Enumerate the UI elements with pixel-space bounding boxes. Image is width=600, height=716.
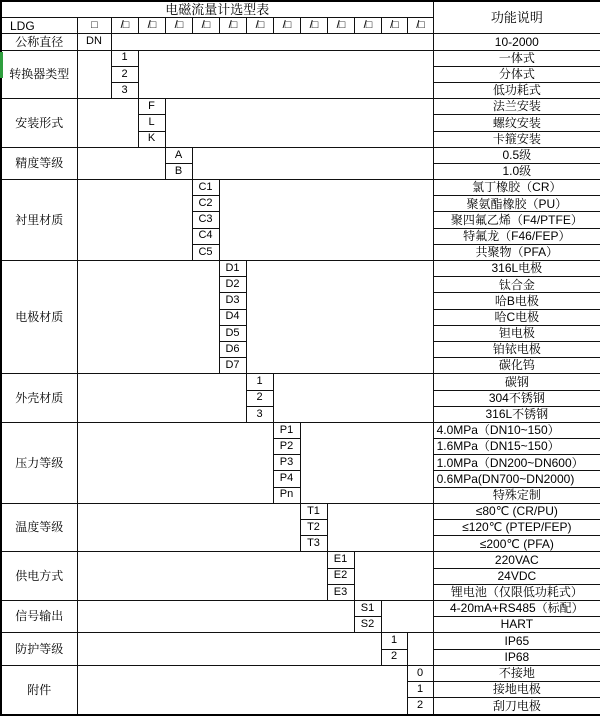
code-cell: T3 <box>300 536 327 552</box>
code-slot-cell: /□ <box>219 18 246 34</box>
code-slot-cell: /□ <box>354 18 381 34</box>
filler-cell <box>77 633 381 665</box>
code-cell: F <box>138 99 165 115</box>
category-cell: 安装形式 <box>1 99 77 148</box>
code-cell: C2 <box>192 196 219 212</box>
code-cell: C3 <box>192 212 219 228</box>
desc-cell: 不接地 <box>433 665 600 681</box>
code-cell: S2 <box>354 617 381 633</box>
code-cell: P4 <box>273 471 300 487</box>
desc-cell: ≤80℃ (CR/PU) <box>433 503 600 519</box>
model-prefix: LDG <box>1 18 77 34</box>
desc-cell: 聚四氟乙烯（F4/PTFE） <box>433 212 600 228</box>
filler-cell <box>219 180 433 261</box>
code-slot-cell: /□ <box>192 18 219 34</box>
desc-cell: 24VDC <box>433 568 600 584</box>
desc-cell: 0.6MPa(DN700~DN2000) <box>433 471 600 487</box>
filler-cell <box>273 374 433 423</box>
filler-cell <box>300 422 433 503</box>
code-cell: P1 <box>273 422 300 438</box>
desc-cell: 特氟龙（F46/FEP） <box>433 228 600 244</box>
code-cell: C4 <box>192 228 219 244</box>
desc-cell: 碳钢 <box>433 374 600 390</box>
category-cell: 衬里材质 <box>1 180 77 261</box>
code-cell: D5 <box>219 325 246 341</box>
code-cell: E1 <box>327 552 354 568</box>
filler-cell <box>77 147 165 179</box>
desc-cell: 螺纹安装 <box>433 115 600 131</box>
filler-cell <box>407 633 433 665</box>
desc-cell: 卡箍安装 <box>433 131 600 147</box>
desc-cell: 钽电极 <box>433 325 600 341</box>
desc-cell: HART <box>433 617 600 633</box>
code-cell: 3 <box>246 406 273 422</box>
desc-cell: 0.5级 <box>433 147 600 163</box>
category-cell: 信号输出 <box>1 600 77 632</box>
desc-cell: 一体式 <box>433 50 600 66</box>
code-cell: E2 <box>327 568 354 584</box>
desc-cell: 接地电极 <box>433 681 600 697</box>
code-slot-cell: /□ <box>273 18 300 34</box>
filler-cell <box>327 503 433 552</box>
code-cell: K <box>138 131 165 147</box>
code-cell: 1 <box>111 50 138 66</box>
filler-cell <box>192 147 433 179</box>
code-cell: 1 <box>381 633 407 649</box>
code-cell: Pn <box>273 487 300 503</box>
desc-cell: IP68 <box>433 649 600 665</box>
code-cell: 0 <box>407 665 433 681</box>
desc-cell: 聚氨酯橡胶（PU） <box>433 196 600 212</box>
desc-cell: 220VAC <box>433 552 600 568</box>
desc-cell: 10-2000 <box>433 34 600 50</box>
category-cell: 转换器类型 <box>1 50 77 99</box>
desc-cell: 特殊定制 <box>433 487 600 503</box>
desc-cell: 4-20mA+RS485（标配） <box>433 600 600 616</box>
code-slot-cell: /□ <box>138 18 165 34</box>
code-cell: B <box>165 163 192 179</box>
code-cell: S1 <box>354 600 381 616</box>
desc-cell: 1.6MPa（DN15~150） <box>433 439 600 455</box>
code-cell: C1 <box>192 180 219 196</box>
category-cell: 防护等级 <box>1 633 77 665</box>
code-cell: E3 <box>327 584 354 600</box>
code-cell: 1 <box>246 374 273 390</box>
desc-cell: 304不锈钢 <box>433 390 600 406</box>
category-cell: 公称直径 <box>1 34 77 50</box>
code-cell: D1 <box>219 261 246 277</box>
code-slot-cell: /□ <box>165 18 192 34</box>
code-cell: 2 <box>111 66 138 82</box>
filler-cell <box>77 552 327 601</box>
filler-cell <box>354 552 433 601</box>
category-cell: 压力等级 <box>1 422 77 503</box>
filler-cell <box>77 99 138 148</box>
filler-cell <box>77 180 192 261</box>
category-cell: 供电方式 <box>1 552 77 601</box>
filler-cell <box>77 261 219 374</box>
filler-cell <box>111 34 433 50</box>
desc-cell: 碳化钨 <box>433 358 600 374</box>
desc-cell: IP65 <box>433 633 600 649</box>
filler-cell <box>77 503 300 552</box>
filler-cell <box>77 422 273 503</box>
code-slot-cell: /□ <box>381 18 407 34</box>
code-cell: DN <box>77 34 111 50</box>
code-cell: 2 <box>381 649 407 665</box>
code-slot-cell: /□ <box>407 18 433 34</box>
code-cell: C5 <box>192 244 219 260</box>
table-title: 电磁流量计选型表 <box>1 1 433 18</box>
category-cell: 附件 <box>1 665 77 715</box>
desc-cell: 氯丁橡胶（CR） <box>433 180 600 196</box>
code-cell: A <box>165 147 192 163</box>
desc-cell: 分体式 <box>433 66 600 82</box>
code-cell: P2 <box>273 439 300 455</box>
desc-cell: 哈C电极 <box>433 309 600 325</box>
code-cell: D7 <box>219 358 246 374</box>
desc-cell: 低功耗式 <box>433 82 600 98</box>
code-cell: D4 <box>219 309 246 325</box>
category-cell: 精度等级 <box>1 147 77 179</box>
left-edge-artifact <box>0 52 3 78</box>
code-cell: T2 <box>300 520 327 536</box>
code-cell: T1 <box>300 503 327 519</box>
code-slot-cell: /□ <box>300 18 327 34</box>
desc-cell: 4.0MPa（DN10~150） <box>433 422 600 438</box>
desc-cell: 刮刀电极 <box>433 698 600 715</box>
category-cell: 温度等级 <box>1 503 77 552</box>
desc-cell: 锂电池（仅限低功耗式） <box>433 584 600 600</box>
code-cell: P3 <box>273 455 300 471</box>
code-cell: D2 <box>219 277 246 293</box>
code-cell: 2 <box>407 698 433 715</box>
category-cell: 外壳材质 <box>1 374 77 423</box>
desc-cell: 法兰安装 <box>433 99 600 115</box>
desc-cell: 1.0级 <box>433 163 600 179</box>
desc-cell: 共聚物（PFA） <box>433 244 600 260</box>
desc-cell: 1.0MPa（DN200~DN600） <box>433 455 600 471</box>
code-cell: D3 <box>219 293 246 309</box>
desc-cell: 钛合金 <box>433 277 600 293</box>
code-cell: 1 <box>407 681 433 697</box>
filler-cell <box>77 50 111 99</box>
code-cell: 2 <box>246 390 273 406</box>
code-cell: 3 <box>111 82 138 98</box>
category-cell: 电极材质 <box>1 261 77 374</box>
filler-cell <box>246 261 433 374</box>
desc-cell: 316L不锈钢 <box>433 406 600 422</box>
filler-cell <box>138 50 433 99</box>
code-slot-cell: /□ <box>327 18 354 34</box>
code-slot-cell: /□ <box>111 18 138 34</box>
code-box-cell: □ <box>77 18 111 34</box>
desc-cell: 316L电极 <box>433 261 600 277</box>
filler-cell <box>77 665 407 715</box>
desc-cell: 哈B电极 <box>433 293 600 309</box>
filler-cell <box>77 374 246 423</box>
filler-cell <box>165 99 433 148</box>
filler-cell <box>381 600 433 632</box>
desc-cell: ≤200℃ (PFA) <box>433 536 600 552</box>
desc-cell: 铂铱电极 <box>433 341 600 357</box>
code-cell: D6 <box>219 341 246 357</box>
filler-cell <box>77 600 354 632</box>
code-cell: L <box>138 115 165 131</box>
desc-cell: ≤120℃ (PTEP/FEP) <box>433 520 600 536</box>
desc-header: 功能说明 <box>433 1 600 34</box>
code-slot-cell: /□ <box>246 18 273 34</box>
